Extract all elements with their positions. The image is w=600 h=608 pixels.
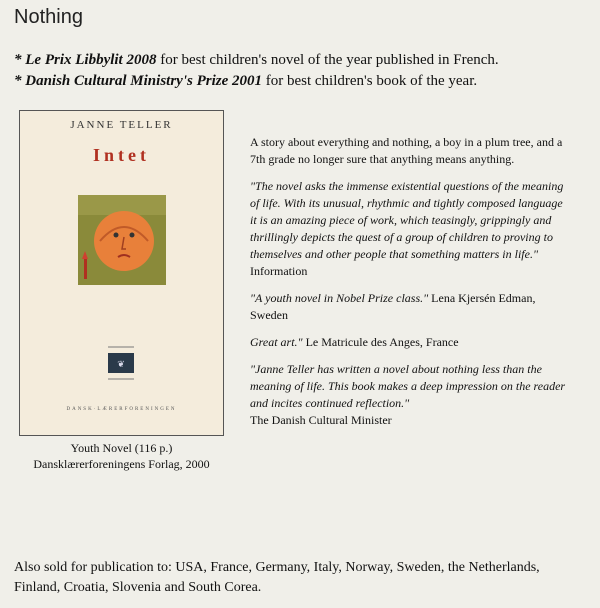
publisher-logo	[104, 339, 138, 387]
caption-publisher: Dansklærerforeningens Forlag, 2000	[33, 457, 210, 471]
intro-text: A story about everything and nothing, a boy in a plum tree, and a 7th grade no longer sure that anything means anything.	[250, 135, 563, 166]
caption-format: Youth Novel (116 p.)	[70, 441, 173, 455]
award-item: * Le Prix Libbylit 2008 for best children's novel of the year published in French.	[14, 52, 499, 68]
cover-title: Intet	[93, 145, 150, 165]
book-caption	[19, 440, 224, 472]
cover-publisher: DANSK·LÆRERFORENINGEN	[66, 407, 177, 412]
review-quote: "A youth novel in Nobel Prize class." Lena Kjersén Edman, Sweden	[250, 291, 536, 322]
review-quote: "The novel asks the immense existential questions of the meaning of life. With its unusual, rhythmic and tightly composed language it is an amazing piece of work, which teasingly, grippingly and thrillingly depicts the quest of a group of children to proving to themselves and other people that something matters in life." Information	[250, 179, 564, 278]
book-cover-image	[19, 110, 224, 436]
svg-text:❦: ❦	[117, 359, 125, 369]
award-name: Danish Cultural Ministry's Prize 2001	[25, 73, 262, 89]
cover-author: JANNE TELLER	[70, 119, 173, 131]
book-description	[250, 134, 570, 439]
cover-artwork	[78, 195, 166, 285]
award-item: * Danish Cultural Ministry's Prize 2001 for best children's book of the year.	[14, 73, 478, 89]
awards-list	[14, 50, 499, 92]
page-title: Nothing	[14, 6, 83, 28]
award-name: Le Prix Libbylit 2008	[25, 52, 157, 68]
sold-to-text: Also sold for publication to: USA, France, Germany, Italy, Norway, Sweden, the Netherlands, Finland, Croatia, Slovenia and South Corea.	[14, 560, 540, 595]
review-quote: "Janne Teller has written a novel about nothing less than the meaning of life. This book makes a deep impression on the reader and incites continued reflection." The Danish Cultural Minister	[250, 362, 566, 427]
review-quote: Great art." Le Matricule des Anges, France	[250, 335, 459, 349]
